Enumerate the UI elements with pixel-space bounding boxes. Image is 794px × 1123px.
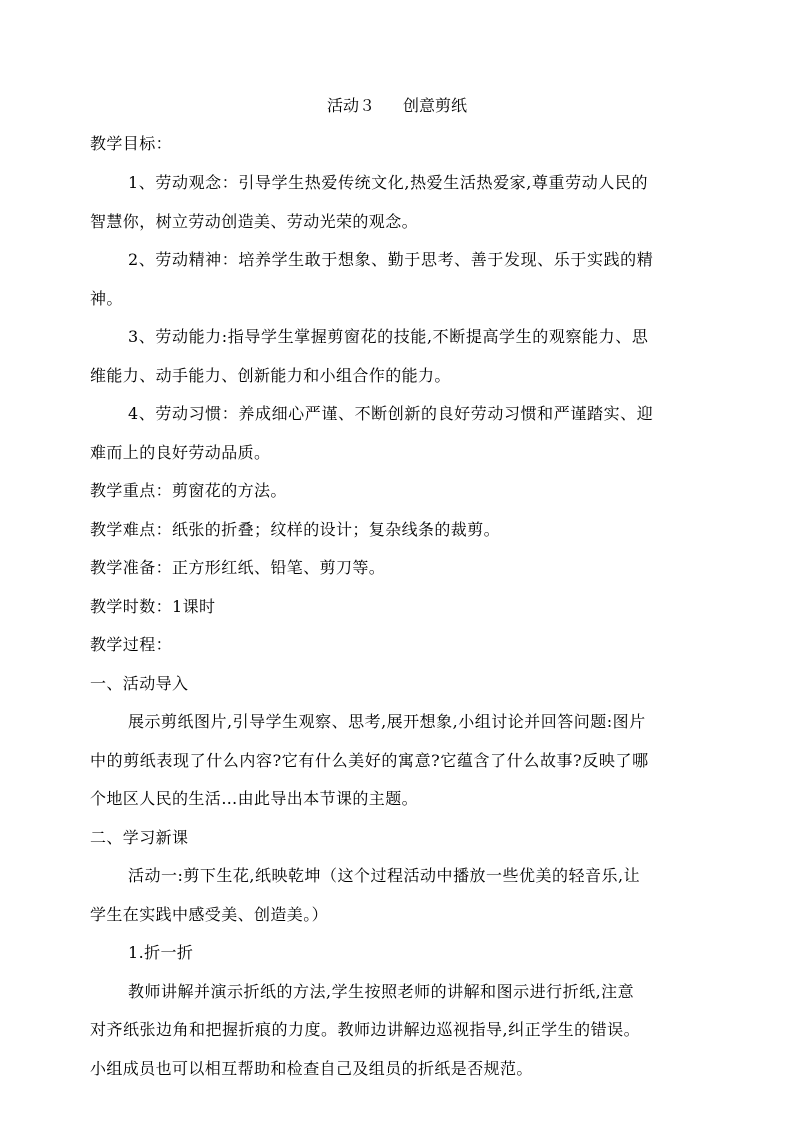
objective-1-line-2: 智慧你，树立劳动创造美、劳动光荣的观念。 <box>90 212 419 231</box>
document-title <box>0 96 794 116</box>
title-name: 创意剪纸 <box>403 96 468 115</box>
fold-line-3: 小组成员也可以相互帮助和检查自己及组员的折纸是否规范。 <box>90 1059 533 1078</box>
objective-1-line-1: 1、劳动观念：引导学生热爱传统文化,热爱生活热爱家,尊重劳动人民的 <box>128 173 649 192</box>
objective-3-line-2: 维能力、动手能力、创新能力和小组合作的能力。 <box>90 366 451 385</box>
teaching-hours: 教学时数：1课时 <box>90 597 216 616</box>
intro-line-3: 个地区人民的生活…由此导出本节课的主题。 <box>90 789 419 808</box>
objective-2-line-1: 2、劳动精神：培养学生敢于想象、勤于思考、善于发现、乐于实践的精 <box>128 250 654 269</box>
key-point: 教学重点：剪窗花的方法。 <box>90 481 287 500</box>
process-heading: 教学过程： <box>90 635 173 654</box>
objectives-heading: 教学目标： <box>90 134 173 153</box>
activity-1-line-1: 活动一:剪下生花,纸映乾坤（这个过程活动中播放一些优美的轻音乐,让 <box>128 866 641 885</box>
intro-line-2: 中的剪纸表现了什么内容?它有什么美好的寓意?它蕴含了什么故事?反映了哪 <box>90 751 649 770</box>
intro-line-1: 展示剪纸图片,引导学生观察、思考,展开想象,小组讨论并回答问题:图片 <box>128 712 646 731</box>
difficulty: 教学难点：纸张的折叠；纹样的设计；复杂线条的裁剪。 <box>90 520 501 539</box>
objective-4-line-2: 难而上的良好劳动品质。 <box>90 443 271 462</box>
title-activity: 活动３ <box>326 96 375 115</box>
fold-line-1: 教师讲解并演示折纸的方法,学生按照老师的讲解和图示进行折纸,注意 <box>128 982 635 1001</box>
objective-2-line-2: 神。 <box>90 289 123 308</box>
activity-1-line-2: 学生在实践中感受美、创造美。） <box>90 905 329 924</box>
fold-line-2: 对齐纸张边角和把握折痕的力度。教师边讲解边巡视指导,纠正学生的错误。 <box>90 1020 641 1039</box>
preparation: 教学准备：正方形红纸、铅笔、剪刀等。 <box>90 558 386 577</box>
step-1-heading: 1.折一折 <box>128 943 194 962</box>
section-1-heading: 一、活动导入 <box>90 674 189 693</box>
objective-3-line-1: 3、劳动能力:指导学生掌握剪窗花的技能,不断提高学生的观察能力、思 <box>128 327 649 346</box>
objective-4-line-1: 4、劳动习惯：养成细心严谨、不断创新的良好劳动习惯和严谨踏实、迎 <box>128 404 654 423</box>
section-2-heading: 二、学习新课 <box>90 828 189 847</box>
